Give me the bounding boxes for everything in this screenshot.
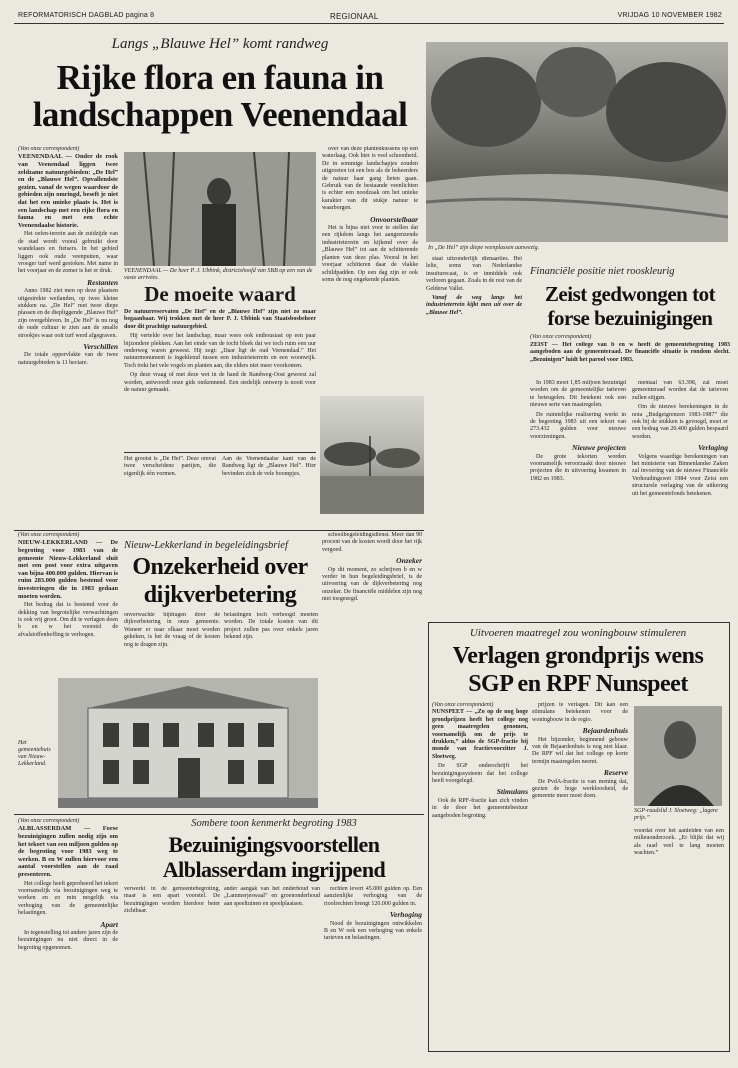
- nl-lead: NIEUW-LEKKERLAND — De begroting voor 1983 van de gemeente Nieuw-Lekkerland sluit met een post voor extra uitgaven van bijna 400.000 gulden. Hiervan is ruim 283.000 gulden bestemd voor investeringen die in 1983 gedaan moeten worden.: [18, 539, 118, 600]
- photo-ubbink-caption: VEENENDAAL — De heer P. J. Ubbink, districtshoofd van SBB op een van de vaste arrivées.: [124, 268, 313, 281]
- abd-body-apart: In tegenstelling tot andere jaren zijn de bezuinigingen nu niet direct in de begroting opgenomen.: [18, 930, 118, 951]
- photo-sloetweg-caption: SGP-raadslid J. Sloetweg: „lagere prijs.”: [634, 808, 718, 821]
- nunspeet-lead: NUNSPEET — „Zo op de nog hoge grondprijzen heeft het college nog geen maatregelen genomen, voornamelijk om de prijs te drukken,” aldus de SGP-fractie bij monde van fractievoorzitter J. Sloetweg.: [432, 709, 528, 760]
- abd-sub-apart: Apart: [100, 919, 118, 929]
- moeite-headline: De moeite waard: [144, 282, 296, 306]
- article1-body: Het oefen-terrein aan de zuidzijde van de stad wordt vooral gebruikt door wandelaars en fietsers. In het gebied liggen ook oude veenputten, waar vroeger turf werd gestoken. Met name in het voorjaar en de zomer is het er druk.: [18, 231, 118, 275]
- nunspeet-col-1: [432, 702, 528, 1046]
- nl-right-onzeker: Op dit moment, zo schrijven b en w verder in hun begeleidingsbrief, is de uitvoering van de dijkverbetering nog onzeker. De financiële middelen zijn nog niet toegezegd.: [322, 566, 422, 603]
- nl-col-b: belastingen toch verhoogd moeten worden. De totale kosten van dit project zullen pas over enkele jaren bekend zijn.: [224, 612, 318, 641]
- abd-headline-1: Bezuinigingsvoorstellen: [168, 832, 380, 857]
- photo-text-note: Vanaf de weg langs het industrieterrein kijkt men uit over de „Blauwe Hel”.: [426, 295, 522, 316]
- zeist-byline: (Van onze correspondent): [530, 334, 592, 340]
- abd-col-c: [324, 886, 422, 1046]
- photo-ubbink: [124, 152, 316, 266]
- abd-body: Het college heeft geprobeerd het tekort voornamelijk via bezuinigingen weg te werken en zo min mogelijk via verhoging van de gemeentelijke belastingen.: [18, 880, 118, 917]
- section-rule-2: [14, 814, 424, 815]
- photo-text-col: [426, 256, 522, 396]
- nunspeet-body-a: De SGP onderschrijft het bezuinigingssysteem dat het college heeft voorgelegd.: [432, 763, 528, 785]
- nunspeet-sub-reserve: Reserve: [603, 768, 628, 778]
- article1-sub-verschillen: Verschillen: [83, 342, 118, 352]
- zeist-headline-2: forse bezuinigingen: [547, 306, 713, 330]
- nl-col-a: onverwachte bijdragen door de dijkverbetering in onze gemeente. Waneer er naar elkaar moet worden gekeken, is het de vraag of de kosten nog te dragen zijn.: [124, 612, 220, 648]
- zeist-body-verlaging: Volgens waardige berekeningen van het ministerie van Binnenlandse Zaken zal invoering van de nieuwe Financiële Verhoudingswet 1984 voor Zeist een structurele verlaging van de uitkering uit het gemeentefonds betekenen.: [632, 453, 728, 497]
- moeite-intro: De natuurreservaten „De Hel” en de „Blauwe Hel” zijn niet zo maar begaanbaar. Wij trokken met de heer P. J. Ubbink van Staatsbosbeheer door dit prachtige natuurgebied.: [124, 309, 316, 330]
- photo-veenplassen-caption: In „De Hel” zijn diepe veenplassen aanwezig.: [428, 245, 540, 251]
- photo-veenplassen-art: [426, 42, 728, 242]
- nunspeet-body-b: prijzen te verlagen. Dit kan een stimulans betekenen voor de woningbouw in de regio.: [532, 702, 628, 723]
- abd-lead: ALBLASSERDAM — Forse bezuinigingen zullen nodig zijn om het tekort van een miljoen gulden op de begroting voor 1983 weg te werken. B en W zullen hiervoor een aantal voorstellen aan de raad presenteren.: [18, 825, 118, 878]
- photo-landscape: [320, 396, 424, 514]
- nl-headline-1: Onzekerheid over: [132, 554, 308, 580]
- header-left: REFORMATORISCH DAGBLAD pagina 8: [18, 12, 155, 19]
- nl-byline: (Van onze correspondent): [18, 532, 80, 538]
- photo-ubbink-art: [124, 152, 316, 266]
- zeist-body-d: Om de nieuwe berekeningen in de nota „Budgetgrenzen 1983-1987” die ook bij de stukken is gevoegd, moet er een bedrag van 20.400 gulden bespaard worden.: [632, 404, 728, 440]
- moeite-sub-right: Aan de Veenendaalse kant van de Randweg ligt de „Blauwe Hel”. Hier bevinden zich de vele boompjes.: [222, 456, 316, 477]
- zeist-col-1: [530, 380, 626, 620]
- abd-byline: (Van onze correspondent): [18, 818, 80, 824]
- section-rule-1: [14, 530, 424, 531]
- article1-lead: VEENENDAAL — Onder de rook van Veenendaal liggen twee zeldzame natuurgebieden: „De Hel” en de „Blauwe Hel”. Opvallendste gezien, vanaf de wegen waardoor de gebieden zijn omringd, beseft je niet dat het een unieke plaats is. Het is een landschap met een rijke flora en fauna en met een echte Veenendaalse historie.: [18, 153, 118, 229]
- header-center: REGIONAAL: [330, 12, 379, 21]
- zeist-lead-text: ZEIST — Het college van b en w heeft de gemeentebegroting 1983 aangeboden aan de gemeenteraad. De financiële situatie is rondom slecht. „Bezuinigen” luidt het parool voor 1983.: [530, 342, 730, 363]
- article1-sub-restanten: Restanten: [87, 277, 118, 287]
- article1-col-left: [18, 146, 118, 516]
- nl-headline-2: dijkverbetering: [143, 582, 297, 608]
- rightcol-body-2: Het is bijna niet voor te stellen dat een rijkdom langs het aangrenzende industrieterrein en kijkend over de „Blauwe Hel” tot aan de schitterende planten van deze plas. Vooral in het voorjaar schitteren daar de vlakke schildpadden. Op een dag zijn er ook soms de nog ongekende planten.: [322, 225, 418, 283]
- moeite-body: [124, 309, 316, 449]
- photo-landscape-art: [320, 396, 424, 514]
- article1-body-restanten: Anno 1982 ziet men op deze plaatsen uitgestrekte weilanden, op twee kleine stukken na. „De Hel” met twee diepe plassen en de diepliggende „Blauwe Hel” zijn overgebleven. In „De Hel” is nu nog de oude cultuur te zien aan de smalle strookjes waar ooit turf werd afgegraven.: [18, 288, 118, 339]
- photo-gemeentehuis: [58, 678, 318, 808]
- zeist-body-b: De ruimtelijke realisering werkt in de begroting 1983 uit een tekort van 273.432 gulden voor nieuwe voorzieningen.: [530, 411, 626, 440]
- photo-gemeentehuis-art: [58, 678, 318, 808]
- nunspeet-body-stimulans: Ook de RPF-fractie kan zich vinden in de door het gemeentebestuur aangeboden begroting.: [432, 797, 528, 819]
- abd-sub-verhoging: Verhoging: [389, 910, 422, 920]
- nl-right-body: schoolbegeleidingsdienst. Meer dan 90 procent van de kosten wordt door het rijk vergoed.: [322, 532, 422, 553]
- article1-headline-1: Rijke flora en fauna in: [56, 58, 384, 97]
- nunspeet-headline-1: Verlagen grondprijs wens: [452, 643, 704, 669]
- nunspeet-sub-stimulans: Stimulans: [496, 787, 528, 797]
- nl-col-right: [322, 532, 422, 812]
- moeite-sub-left: Het grootst is „De Hel”. Deze omvat twee verscheidene partijen, die eigenlijk één vormen.: [124, 456, 216, 477]
- moeite-text: Hij vertelde over het landschap, maar wees ook enthousiast op een paar bijzondere plekken. Aan het einde van de tocht bleek dat we toch ruim een uur onderweg waren geweest. Hij zegt: „Daar ligt de oud Veenendaal.” Het natuurmonument is ingeklemd tussen een industrieterrein en een woonwijk. Toch trekt het vele vogels en planten aan, die elders niet meer voorkomen.: [124, 333, 316, 369]
- article1-kicker: Langs „Blauwe Hel” komt randweg: [111, 36, 329, 52]
- nunspeet-sub-bejaarden: Bejaardenhuis: [582, 726, 628, 736]
- abd-col-b: ander aangak van het onderhoud van „Lammerjeswaal” en groenonderhoud aan speeltuinen en speelplaatsen.: [224, 886, 320, 907]
- photo-veenplassen: [426, 42, 728, 242]
- photo-sloetweg-art: [634, 706, 722, 806]
- article1-headline-2: landschappen Veenendaal: [32, 95, 408, 134]
- zeist-headline-1: Zeist gedwongen tot: [544, 282, 716, 306]
- header-rule: [14, 23, 724, 24]
- zeist-body-nieuwe: De grote tekorten worden voornamelijk veroorzaakt door nieuwe projecten die in uitvoering kwamen in 1982 en 1983.: [530, 453, 626, 482]
- nl-col-left: [18, 532, 118, 682]
- abd-col-c-text: rechten levert 45.000 gulden op. Een aanzienlijke verhoging van de rioolrechten brengt 120.000 gulden in.: [324, 886, 422, 907]
- nl-body: Het bedrag dat is bestemd voor de dekking van begrotelijke verwachtingen is ook vrij groot. Om dit te verlagen doen b en w het voorstel de afvalstoffenheffing te verhogen.: [18, 602, 118, 638]
- zeist-body-a: In 1983 moet 1,85 miljoen bezuinigd worden om de gemeentelijke tarieven te beteugelen. Dit betekent ook een nieuwe serie van maatregelen.: [530, 380, 626, 409]
- moeite-text-2: Op deze vraag of met deze wet in de hand de Randweg-Oost geweest zal worden, antwoordt onze gids ontkennend. Een stedelijk ontwerp is nooit voor de natuur gemaakt.: [124, 372, 316, 394]
- nunspeet-col-3: voordat over het aanleiden van een milieuonderzoek. „Er blijkt dat wij als raad veel te lang moeten wachten.”: [634, 828, 724, 857]
- nunspeet-col-2: [532, 702, 628, 1046]
- nunspeet-body-bejaarden: Het bijzonder, beginnend gebouw van de Bejaardenhuis is nog niet klaar. De RPF wil dat het college op korte termijn maatregelen neemt.: [532, 736, 628, 765]
- zeist-body-c: mentaal van 63.398, zal moet gemeenteraad worden dat de tarieven zullen stijgen.: [632, 380, 728, 401]
- nl-sub-onzeker: Onzeker: [396, 556, 422, 566]
- nunspeet-kicker: Uitvoeren maatregel zou woningbouw stimuleren: [469, 627, 687, 639]
- nunspeet-byline: (Van onze correspondent): [432, 702, 494, 708]
- photo-text-left: staat uitzonderlijk dienaarties. Het lelie, soms van Nederlandse insuiturecaat, is er inmiddels ook verloren gegaan. Zoals in de rest van de Gelderse Vallei.: [426, 256, 522, 292]
- rightcol-body: over van deze plantenkussens op een waterlaag. Ook hier is veel schoonheid. De in sommige landschapjes zouden uitgroeien tot een bos als de beheerders de natuur haar gang lieten gaan. Gebruik van de bestaande veenlichten is echter een noodzaak om het unieke karakter van dit stukje natuur te waarborgen.: [322, 146, 418, 212]
- article1-byline: (Van onze correspondent): [18, 146, 80, 152]
- nunspeet-body-reserve: De PvdA-fractie is van mening dat, gezien de hoge werkloosheid, de gemeente meer moet doen.: [532, 778, 628, 800]
- zeist-sub-nieuwe: Nieuwe projecten: [572, 443, 626, 453]
- article1-body-verschillen: De totale oppervlakte van de twee natuurgebieden is 11 hectare.: [18, 352, 118, 366]
- abd-col-verhoging: Nood de bezuinigingen ontwikkelen B en W ook een verhoging van enkele tarieven en belastingen.: [324, 920, 422, 942]
- zeist-kicker: Financiële positie niet rooskleurig: [530, 266, 675, 277]
- photo-gemeentehuis-caption: Het gemeentehuis van Nieuw-Lekkerland.: [18, 740, 51, 767]
- abd-kicker: Sombere toon kenmerkt begroting 1983: [191, 818, 357, 829]
- nunspeet-headline-2: SGP en RPF Nunspeet: [468, 671, 688, 697]
- moeite-rule: [124, 452, 316, 453]
- photo-sloetweg: [634, 706, 722, 806]
- abd-col-left: [18, 818, 118, 1048]
- nl-kicker: Nieuw-Lekkerland in begeleidingsbrief: [124, 540, 288, 551]
- abd-col-a: verwerkt in de gemeentebegroting, maar is een apart voorstel. De bezuinigingen worden hierdoor beter zichtbaar.: [124, 886, 220, 915]
- zeist-lead: [530, 342, 730, 376]
- zeist-sub-verlaging: Verlaging: [697, 443, 728, 453]
- rightcol-sub: Onvoorstelbaar: [370, 214, 418, 224]
- zeist-col-2: [632, 380, 728, 620]
- abd-headline-2: Alblasserdam ingrijpend: [162, 857, 386, 882]
- header-right: VRIJDAG 10 NOVEMBER 1982: [617, 12, 722, 19]
